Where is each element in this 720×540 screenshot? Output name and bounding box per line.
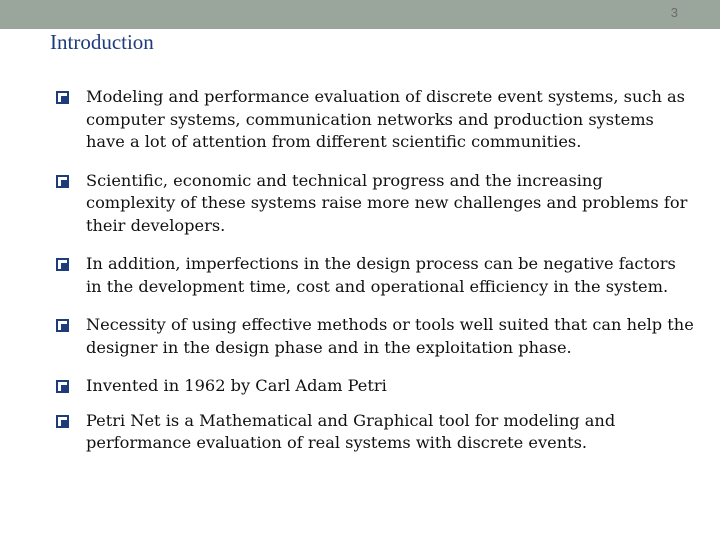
slide-number: 3 — [670, 5, 678, 20]
bullet-item — [56, 314, 696, 359]
bullet-text: Scientific, economic and technical progress and the increasing complexity of these systems raise more new challenges and problems for their developers. — [86, 170, 688, 235]
bullet-text: Modeling and performance evaluation of discrete event systems, such as computer systems, communication networks and production systems have a lot of attention from different scientific communities. — [86, 87, 685, 151]
bullet-item — [56, 410, 696, 455]
slide-title: Introduction — [50, 30, 154, 54]
bullet-text: Petri Net is a Mathematical and Graphical tool for modeling and performance evaluation of real systems with discrete events. — [86, 410, 616, 452]
bullet-item — [56, 253, 696, 298]
checkbox-bullet-icon — [56, 415, 69, 428]
bullet-text: In addition, imperfections in the design process can be negative factors in the development time, cost and operational efficiency in the system. — [86, 254, 676, 296]
bullet-list — [56, 86, 696, 471]
bullet-item — [56, 375, 696, 398]
checkbox-bullet-icon — [56, 380, 69, 393]
checkbox-bullet-icon — [56, 319, 69, 332]
bullet-item — [56, 170, 696, 238]
bullet-item — [56, 86, 696, 154]
checkbox-bullet-icon — [56, 175, 69, 188]
checkbox-bullet-icon — [56, 91, 69, 104]
slide-header-bar — [0, 0, 720, 29]
bullet-text: Invented in 1962 by Carl Adam Petri — [86, 376, 387, 395]
checkbox-bullet-icon — [56, 258, 69, 271]
bullet-text: Necessity of using effective methods or tools well suited that can help the designer in the design phase and in the exploitation phase. — [86, 315, 694, 357]
